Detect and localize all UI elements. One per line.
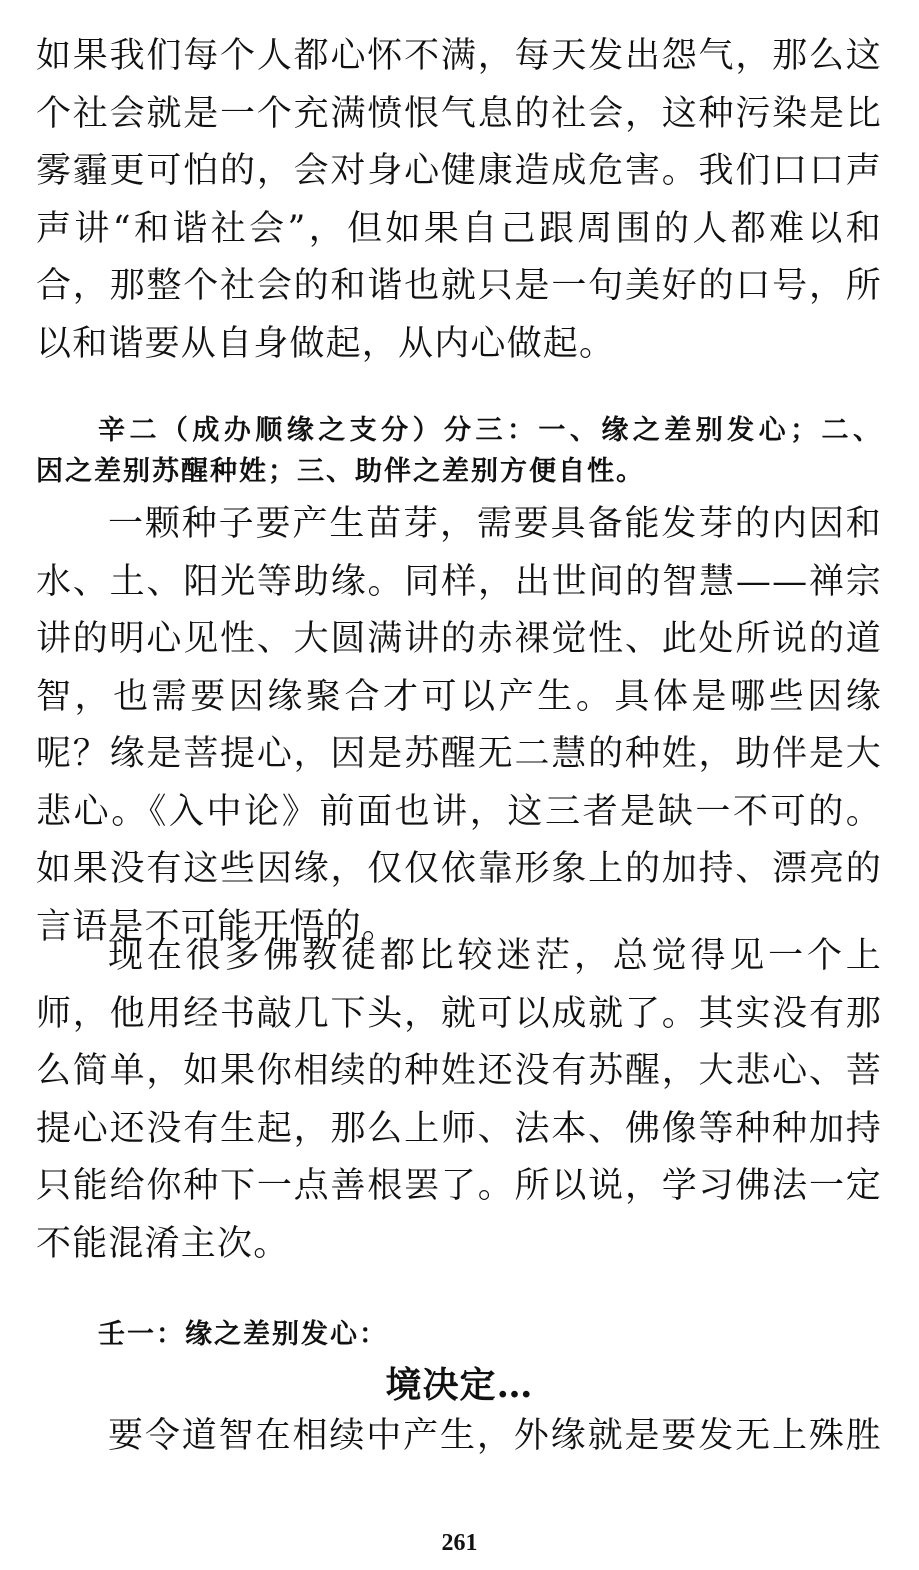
text-line: 声讲“和谐社会”，但如果自己跟周围的人都难以和: [36, 208, 882, 249]
page-number: 261: [441, 1530, 478, 1556]
verse-title: 境决定…: [385, 1364, 534, 1406]
text-line: 如果我们每个人都心怀不满，每天发出怨气，那么这: [36, 36, 882, 76]
text-line: 不能混淆主次。: [36, 1223, 290, 1264]
text-line: 现在很多佛教徒都比较迷茫，总觉得见一个上: [108, 936, 882, 976]
heading-line: 辛二（成办顺缘之支分）分三：一、缘之差别发心；二、: [98, 415, 882, 446]
text-line: 要令道智在相续中产生，外缘就是要发无上殊胜: [108, 1416, 882, 1456]
heading-line: 因之差别苏醒种姓；三、助伴之差别方便自性。: [36, 456, 645, 487]
section-heading-xin-two: [36, 410, 882, 492]
text-line: 水、土、阳光等助缘。同样，出世间的智慧——禅宗: [36, 561, 882, 602]
text-line: 师，他用经书敲几下头，就可以成就了。其实没有那: [36, 993, 882, 1034]
section-heading-ren-one: [36, 1314, 882, 1355]
paragraph-bodhicitta: [36, 1408, 882, 1466]
text-line: 个社会就是一个充满愤恨气息的社会，这种污染是比: [36, 93, 882, 134]
text-line: 如果没有这些因缘，仅仅依靠形象上的加持、漂亮的: [36, 849, 882, 889]
text-line: 讲的明心见性、大圆满讲的赤裸觉性、此处所说的道: [36, 619, 882, 659]
text-line: 么简单，如果你相续的种姓还没有苏醒，大悲心、菩: [36, 1051, 882, 1091]
paragraph-causes-and-conditions: [36, 496, 882, 956]
text-line: 呢？缘是菩提心，因是苏醒无二慧的种姓，助伴是大: [36, 734, 882, 774]
text-line: 提心还没有生起，那么上师、法本、佛像等种种加持: [36, 1108, 882, 1149]
heading-line: 壬一：缘之差别发心：: [98, 1319, 388, 1350]
text-line: 合，那整个社会的和谐也就只是一句美好的口号，所: [36, 266, 882, 306]
text-line: 智，也需要因缘聚合才可以产生。具体是哪些因缘: [36, 676, 882, 717]
text-line: 雾霾更可怕的，会对身心健康造成危害。我们口口声: [36, 151, 882, 191]
text-line: 悲心。《入中论》前面也讲，这三者是缺一不可的。: [36, 791, 882, 832]
text-line: 一颗种子要产生苗芽，需要具备能发芽的内因和: [108, 504, 882, 544]
paragraph-harmony: [36, 28, 882, 373]
text-line: 只能给你种下一点善根罢了。所以说，学习佛法一定: [36, 1166, 882, 1206]
text-line: 言语是不可能开悟的。: [36, 906, 399, 947]
text-line: 以和谐要从自身做起，从内心做起。: [36, 323, 616, 364]
paragraph-buddhist-confusion: [36, 928, 882, 1273]
